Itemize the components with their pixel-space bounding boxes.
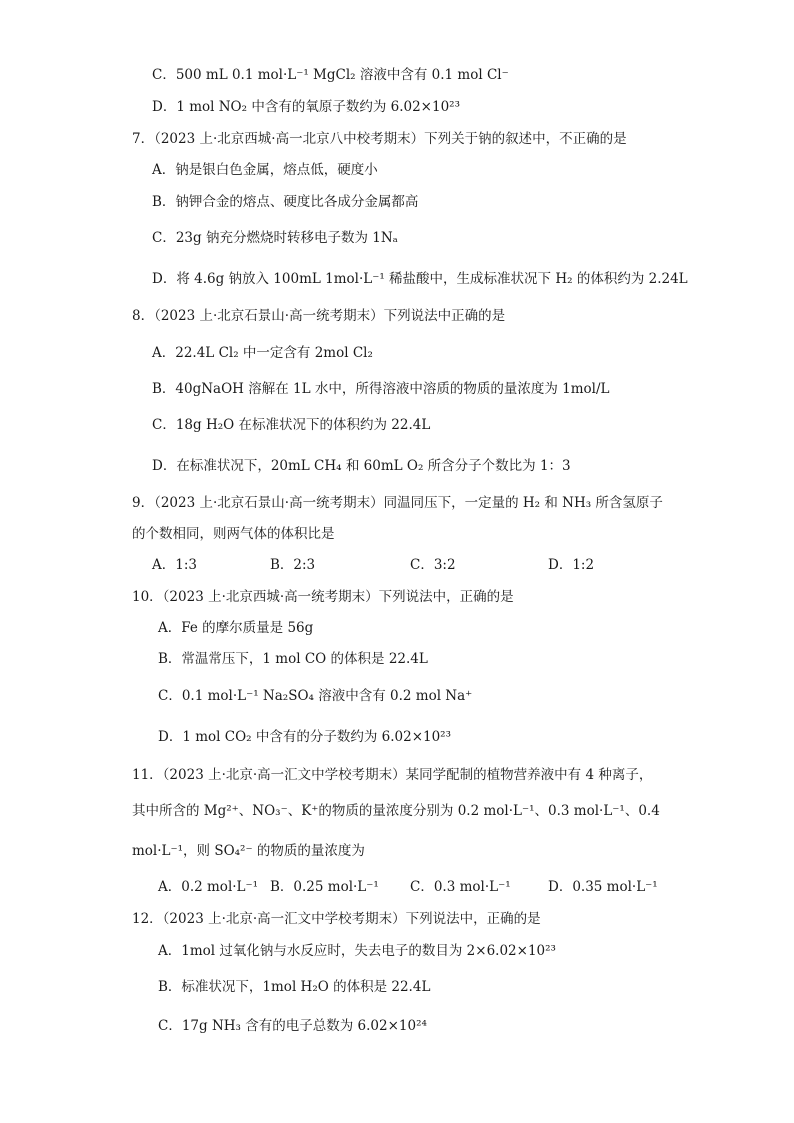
q9-option-a: A．1:3: [152, 557, 197, 573]
q7-option-b: B．钠钾合金的熔点、硬度比各成分金属都高: [152, 194, 419, 210]
q6-option-d: D．1 mol NO₂ 中含有的氧原子数约为 6.02×10²³: [152, 99, 460, 115]
q10-option-d: D．1 mol CO₂ 中含有的分子数约为 6.02×10²³: [158, 729, 452, 745]
q11-stem-cont: 其中所含的 Mg²⁺、NO₃⁻、K⁺的物质的量浓度分别为 0.2 mol·L⁻¹、0.3 mol·L⁻¹、0.4: [132, 803, 660, 819]
q12-option-b: B．标准状况下，1mol H₂O 的体积是 22.4L: [158, 979, 431, 995]
q7-option-c: C．23g 钠充分燃烧时转移电子数为 1Nₐ: [152, 230, 398, 246]
q8-option-a: A．22.4L Cl₂ 中一定含有 2mol Cl₂: [152, 345, 373, 361]
q6-option-c: C．500 mL 0.1 mol·L⁻¹ MgCl₂ 溶液中含有 0.1 mol Cl⁻: [152, 67, 509, 83]
q11-options: [0, 878, 794, 896]
q8-option-c: C．18g H₂O 在标准状况下的体积约为 22.4L: [152, 417, 431, 433]
q7-stem: 7．（2023 上·北京西城·高一北京八中校考期末）下列关于钠的叙述中，不正确的是: [132, 131, 627, 147]
q9-option-b: B．2:3: [270, 557, 316, 573]
q12-option-c: C．17g NH₃ 含有的电子总数为 6.02×10²⁴: [158, 1018, 427, 1034]
q7-option-d: D．将 4.6g 钠放入 100mL 1mol·L⁻¹ 稀盐酸中，生成标准状况下 H₂ 的体积约为 2.24L: [152, 271, 688, 287]
q12-option-a: A．1mol 过氧化钠与水反应时，失去电子的数目为 2×6.02×10²³: [158, 943, 556, 959]
q11-option-a: A．0.2 mol·L⁻¹: [158, 879, 259, 895]
q11-option-c: C．0.3 mol·L⁻¹: [410, 879, 511, 895]
q11-stem: 11．（2023 上·北京·高一汇文中学校考期末）某同学配制的植物营养液中有 4 种离子，: [132, 767, 653, 783]
q12-stem: 12．（2023 上·北京·高一汇文中学校考期末）下列说法中，正确的是: [132, 911, 541, 927]
q10-option-a: A．Fe 的摩尔质量是 56g: [158, 620, 314, 636]
q9-stem: 9．（2023 上·北京石景山·高一统考期末）同温同压下，一定量的 H₂ 和 NH₃ 所含氢原子: [132, 495, 663, 511]
q8-option-b: B．40gNaOH 溶解在 1L 水中，所得溶液中溶质的物质的量浓度为 1mol/L: [152, 381, 610, 397]
q9-stem-cont: 的个数相同，则两气体的体积比是: [132, 526, 335, 542]
q11-option-b: B．0.25 mol·L⁻¹: [270, 879, 379, 895]
q11-option-d: D．0.35 mol·L⁻¹: [548, 879, 658, 895]
q7-option-a: A．钠是银白色金属，熔点低，硬度小: [152, 162, 378, 178]
q8-option-d: D．在标准状况下，20mL CH₄ 和 60mL O₂ 所含分子个数比为 1：3: [152, 458, 571, 474]
q10-option-c: C．0.1 mol·L⁻¹ Na₂SO₄ 溶液中含有 0.2 mol Na⁺: [158, 688, 473, 704]
q8-stem: 8．（2023 上·北京石景山·高一统考期末）下列说法中正确的是: [132, 308, 506, 324]
q9-options: [0, 556, 794, 574]
q11-stem-cont2: mol·L⁻¹，则 SO₄²⁻ 的物质的量浓度为: [132, 843, 365, 859]
q10-option-b: B．常温常压下，1 mol CO 的体积是 22.4L: [158, 651, 428, 667]
q10-stem: 10．（2023 上·北京西城·高一统考期末）下列说法中，正确的是: [132, 589, 514, 605]
q9-option-c: C．3:2: [410, 557, 456, 573]
q9-option-d: D．1:2: [548, 557, 595, 573]
